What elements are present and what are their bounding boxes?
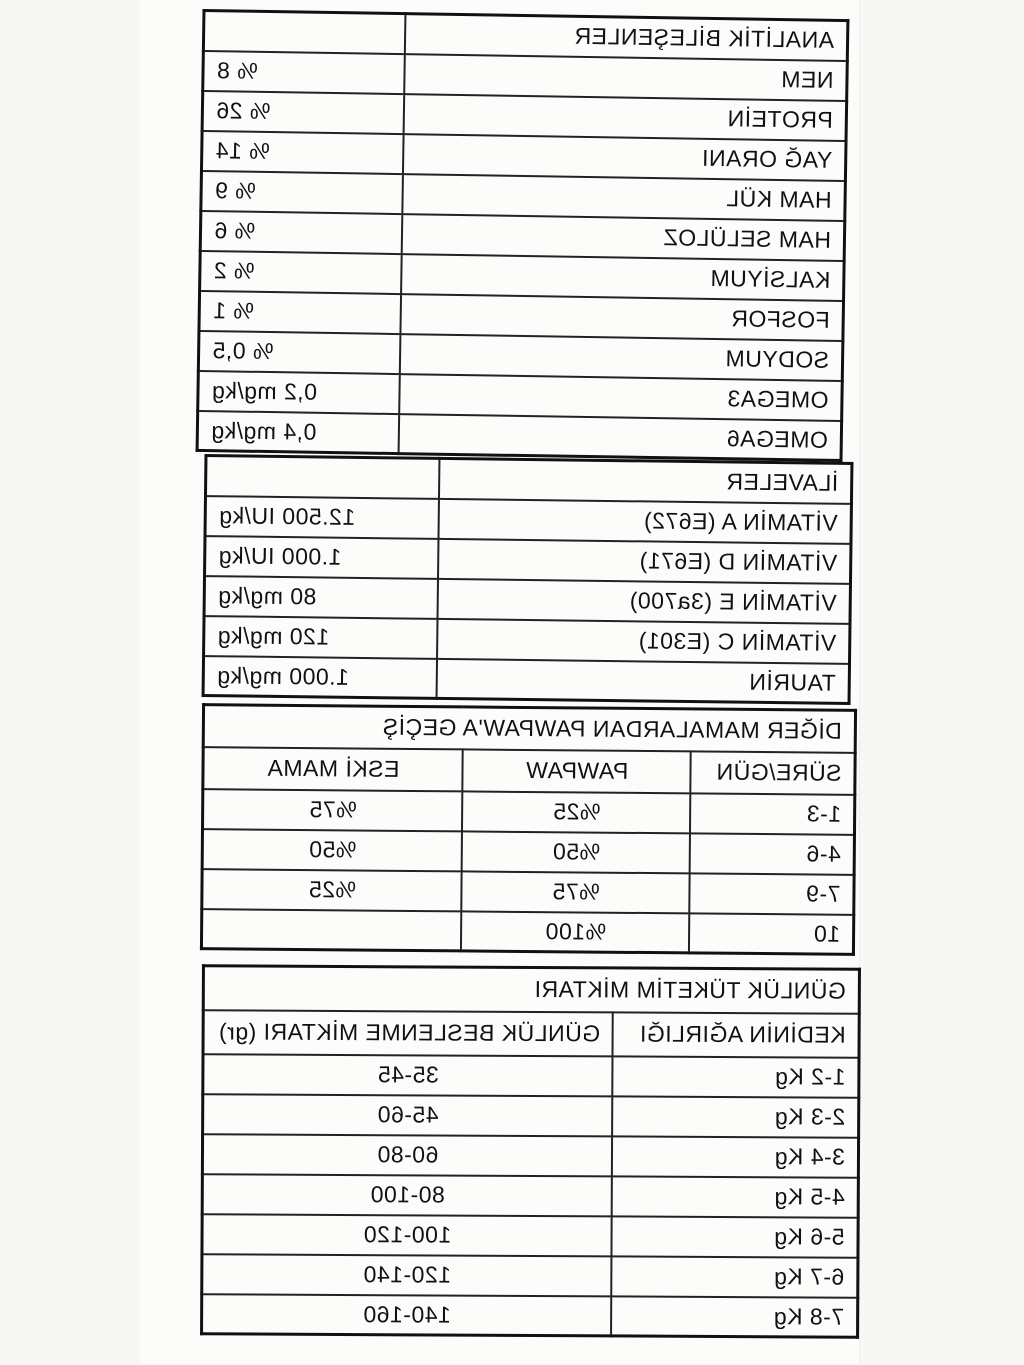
daily-consumption-table (200, 964, 861, 1338)
table-row (203, 656, 849, 704)
additive-name: VİTAMİN A (E672) (439, 498, 851, 543)
additive-value: 80 mg/kg (204, 576, 438, 619)
additive-value: 12.500 IU/kg (205, 496, 439, 539)
component-name: HAM SELÜLOZ (402, 214, 845, 261)
duration-cell: 4-6 (690, 833, 854, 874)
table-row (202, 1294, 858, 1337)
additive-name: VİTAMİN D (E671) (439, 538, 851, 583)
transition-header-row (203, 705, 855, 753)
component-value: % 26 (202, 90, 405, 133)
additive-name: TAURİN (437, 658, 849, 703)
component-value: % 1 (199, 290, 402, 333)
table-row (202, 869, 854, 915)
amount-cell: 120-140 (202, 1254, 612, 1296)
weight-cell: 1-2 Kg (613, 1056, 859, 1097)
analytic-title: ANALİTİK BİLEŞENLER (405, 14, 848, 61)
component-value: 0,2 mg/kg (198, 370, 401, 413)
old-food-cell: %75 (202, 789, 462, 831)
additives-title: İLAVELER (439, 458, 851, 503)
weight-cell: 3-4 Kg (612, 1136, 858, 1177)
duration-header: SÜRE/GÜN (691, 751, 855, 794)
transition-table (200, 703, 857, 956)
component-name: YAĞ ORANI (403, 134, 846, 181)
table-row (203, 1054, 859, 1097)
weight-cell: 4-5 Kg (612, 1176, 858, 1217)
transition-column-headers (203, 747, 855, 795)
amount-cell: 60-80 (202, 1134, 612, 1176)
pawpaw-cell: %75 (462, 871, 690, 913)
table-row (202, 829, 854, 875)
amount-cell: 80-100 (202, 1174, 612, 1216)
duration-cell: 7-9 (690, 873, 854, 914)
component-value: % 14 (201, 130, 404, 173)
component-name: HAM KÜL (403, 174, 846, 221)
pawpaw-cell: %50 (462, 831, 690, 873)
weight-header: KEDİNİN AĞIRLIĞI (613, 1012, 859, 1057)
amount-cell: 45-60 (203, 1094, 613, 1136)
amount-cell: 35-45 (203, 1054, 613, 1096)
component-value: % 2 (200, 250, 403, 293)
component-value: % 9 (201, 170, 404, 213)
component-name: KALSİYUM (402, 254, 845, 301)
table-row (202, 1214, 858, 1257)
daily-title: GÜNLÜK TÜKETİM MİKTARI (203, 966, 859, 1013)
component-name: OMEGA3 (400, 374, 843, 421)
pawpaw-cell: %25 (462, 791, 690, 833)
amount-cell: 140-160 (202, 1294, 612, 1336)
additives-table (202, 454, 854, 705)
table-row (203, 1094, 859, 1137)
table-row (202, 1174, 858, 1217)
component-value: % 8 (203, 50, 406, 93)
component-value: 0,4 mg/kg (197, 410, 400, 453)
table-row (202, 1254, 858, 1297)
weight-cell: 6-7 Kg (612, 1256, 858, 1297)
table-row (202, 789, 854, 835)
analytic-components-table (196, 9, 850, 462)
pawpaw-header: PAWPAW (463, 749, 691, 793)
table-row (202, 1134, 858, 1177)
additive-value: 120 mg/kg (204, 616, 438, 659)
old-food-header: ESKİ MAMA (203, 747, 463, 791)
component-value: % 6 (200, 210, 403, 253)
old-food-cell (201, 909, 461, 951)
weight-cell: 2-3 Kg (613, 1096, 859, 1137)
additive-name: VİTAMİN E (3a700) (438, 578, 850, 623)
transition-title: DİĞER MAMALARDAN PAWPAW'A GEÇİŞ (203, 705, 855, 753)
component-name: FOSFOR (401, 294, 844, 341)
old-food-cell: %50 (202, 829, 462, 871)
component-value: % 0,5 (198, 330, 401, 373)
weight-cell: 5-6 Kg (612, 1216, 858, 1257)
pawpaw-cell: %100 (461, 911, 689, 953)
additive-name: VİTAMİN C (E301) (438, 618, 850, 663)
component-name: OMEGA6 (399, 414, 842, 461)
daily-column-headers (203, 1010, 859, 1057)
weight-cell: 7-8 Kg (612, 1296, 858, 1337)
table-row (201, 909, 853, 955)
amount-header: GÜNLÜK BESLENME MİKTARI (gr) (203, 1010, 613, 1056)
component-name: SODYUM (400, 334, 843, 381)
duration-cell: 1-3 (690, 793, 854, 834)
additive-value: 1.000 mg/kg (203, 656, 437, 699)
amount-cell: 100-120 (202, 1214, 612, 1256)
daily-header-row (203, 966, 859, 1013)
old-food-cell: %25 (202, 869, 462, 911)
component-name: NEM (405, 54, 848, 101)
component-name: PROTEİN (404, 94, 847, 141)
duration-cell: 10 (689, 913, 853, 954)
additive-value: 1.000 IU/kg (205, 536, 439, 579)
